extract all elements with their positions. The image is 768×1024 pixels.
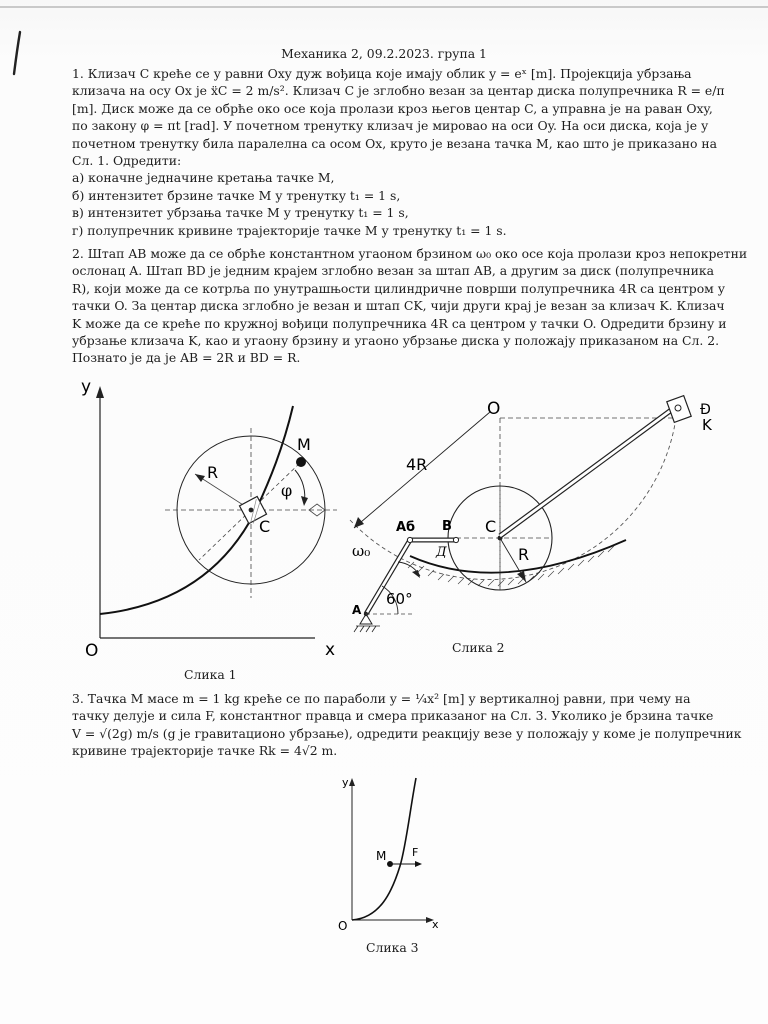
exam-title: Механика 2, 09.2.2023. група 1 — [281, 46, 487, 61]
radius-label: R — [207, 463, 219, 482]
y-axis-label: y — [81, 377, 92, 397]
problem-3-line: кривине трајекторије тачке Rk = 4√2 m. — [72, 743, 338, 759]
problem-1-line: клизача на осу Ox је ẍC = 2 m/s². Клизач C је зглобно везан за центар диска полупречника R = e/π — [72, 83, 725, 99]
disk-radius-label: R — [518, 545, 530, 564]
problem-2-line: тачки O. За центар диска зглобно је везан и штап CK, чији други крај је везан за клизач K. Клизач — [72, 298, 725, 314]
origin-label: O — [85, 641, 99, 661]
problem-1-line: по закону φ = πt [rad]. У почетном тренутку клизач је мировао на оси Oy. На оси диска, која је у — [72, 118, 709, 134]
x-axis-label: x — [325, 640, 336, 660]
problem-2-line: ослонац A. Штап BD је једним крајем зглобно везан за штап AB, а другим за диск (полупречника — [72, 263, 714, 279]
rod-ck-inner — [500, 408, 674, 536]
disk-diameter — [199, 510, 251, 560]
radius-4r-arrow — [354, 517, 364, 528]
figure-2-caption: Слика 2 — [452, 640, 505, 655]
problem-3 — [72, 690, 742, 760]
problem-2-line: Познато је да је AB = 2R и BD = R. — [72, 350, 301, 366]
y-axis-arrow — [349, 778, 355, 786]
problem-3-line: 3. Тачка M масе m = 1 kg креће се по параболи y = ¼x² [m] у вертикалној равни, при чему на — [72, 691, 691, 706]
point-m — [296, 457, 306, 467]
problem-1-line: [m]. Диск може да се обрће око осе која пролази кроз његов центар C, а управна је на раван Oxy, — [72, 100, 713, 116]
angle-arc-arrow — [301, 496, 308, 506]
slider-k-pin — [675, 405, 681, 411]
joint-a-top — [407, 537, 412, 542]
point-m-label: M — [376, 849, 387, 863]
disk-center-label: C — [485, 517, 497, 536]
problem-1-line: 1. Клизач C креће се у равни Oxy дуж вођица које имају облик y = eˣ [m]. Пројекција убрзања — [72, 66, 692, 81]
point-d-label: Д — [436, 545, 447, 560]
force-label: F — [412, 846, 419, 859]
slider-k-label: K — [702, 416, 712, 434]
problem-2-line: K може да се креће по кружној вођици полупречника 4R са центром у тачки O. Одредити брзину и — [72, 315, 727, 331]
problem-2-line: убрзање клизача K, као и угаону брзину и угаоно убрзање диска у положају приказаном на Сл. 2. — [72, 333, 720, 349]
y-axis-arrow — [96, 386, 104, 398]
y-axis-label: y — [342, 776, 349, 789]
origin-label: O — [338, 919, 348, 933]
force-arrow — [415, 861, 422, 867]
figure-3 — [330, 770, 460, 940]
omega-label: ω₀ — [352, 542, 371, 560]
problem-1-item: в) интензитет убрзања тачке M у тренутку t₁ = 1 s, — [72, 205, 409, 221]
point-a-label: Aб — [396, 520, 416, 535]
scan-edge-line — [0, 6, 768, 8]
problem-1-item: г) полупречник кривине трајекторије тачке M у тренутку t₁ = 1 s. — [72, 222, 507, 238]
figure-1-caption: Слика 1 — [184, 667, 237, 682]
radius-4r-label: 4R — [406, 455, 428, 474]
ground-point-label: A — [352, 603, 362, 617]
figure-1 — [55, 370, 355, 670]
problem-1-line: почетном тренутку била паралелна са осом Ox, круто је везана тачка M, као што је приказано на — [72, 135, 718, 151]
x-axis-label: x — [432, 918, 439, 931]
problem-1-item: а) коначне једначине кретања тачке M, — [72, 170, 335, 186]
ground-hatching — [354, 626, 380, 632]
problem-1-line: Сл. 1. Одредити: — [72, 153, 182, 169]
problem-2-line: 2. Штап AB може да се обрће константном угаоном брзином ω₀ око осе која пролази кроз непокретни — [72, 246, 748, 261]
problem-2-line: R), који може да се котрља по унутрашњости цилиндричне површи полупречника 4R са центром у — [72, 280, 726, 296]
problem-3-line: тачку делује и сила F, константног правца и смера приказаног на Сл. 3. Уколико је брзина тачке — [72, 708, 714, 724]
point-m-label: M — [297, 435, 311, 454]
problem-2 — [72, 245, 748, 367]
hand-d-mark: Ð — [700, 402, 711, 418]
center-c-label: C — [259, 517, 271, 536]
point-o-label: O — [487, 399, 501, 419]
joint-b — [453, 537, 458, 542]
center-c — [249, 508, 254, 513]
figure-2 — [340, 390, 720, 650]
problem-3-line: V = √(2g) m/s (g је гравитационо убрзање), одредити реакцију везе у положају у коме је полупречник — [72, 725, 742, 741]
figure-3-caption: Слика 3 — [366, 940, 419, 955]
angle-60-label: 60° — [386, 590, 413, 608]
problem-1-item: б) интензитет брзине тачке M у тренутку t₁ = 1 s, — [72, 187, 401, 203]
problem-1 — [72, 65, 725, 239]
radius-arrow — [195, 474, 205, 482]
angle-label: φ — [281, 481, 293, 500]
point-b-label: B — [442, 519, 452, 534]
